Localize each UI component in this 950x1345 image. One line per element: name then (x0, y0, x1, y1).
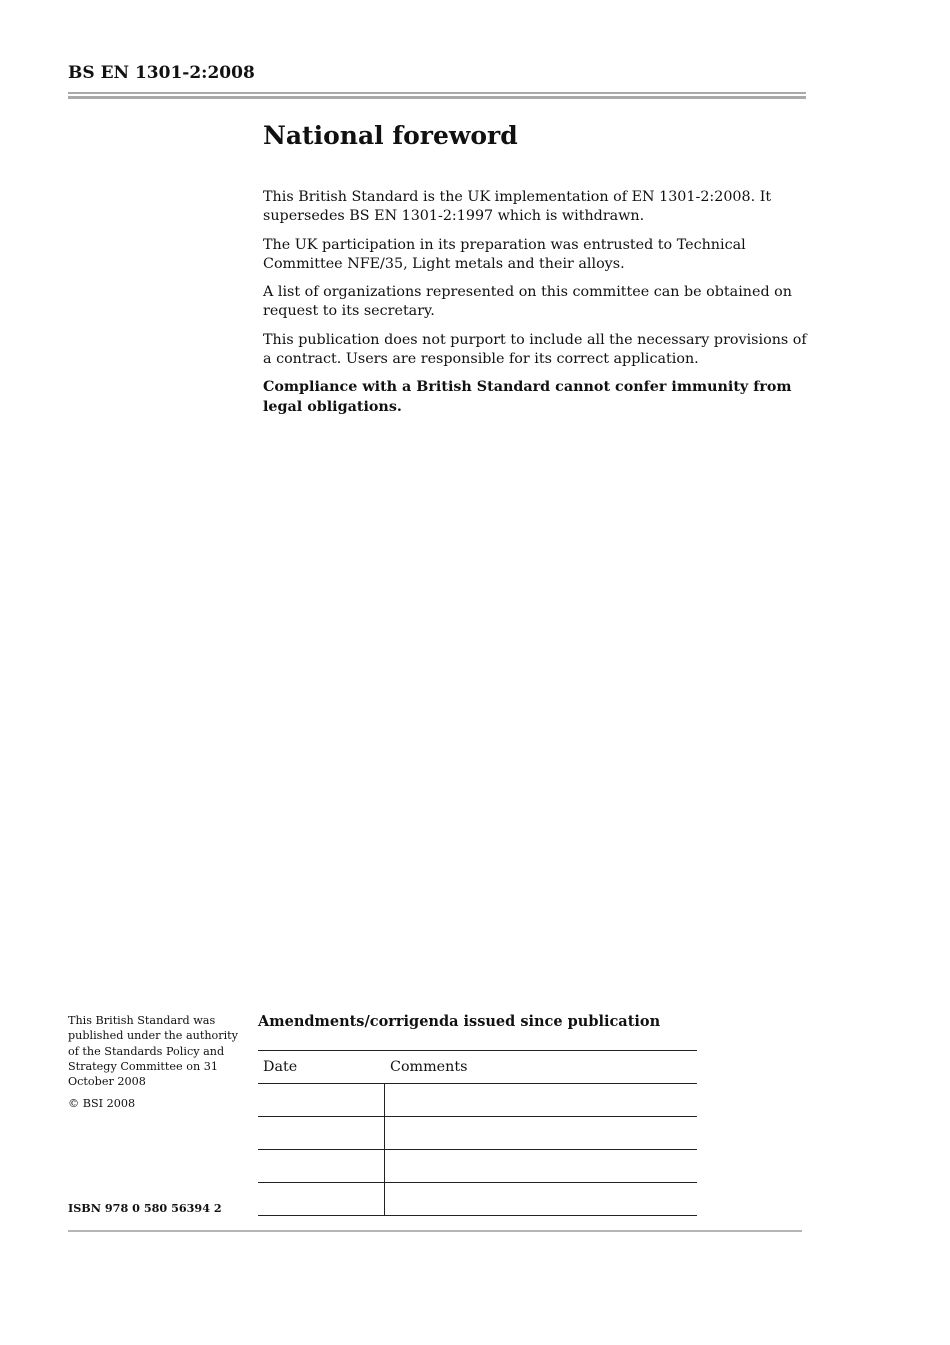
foreword-paragraph: This publication does not purport to include all the necessary provisions of a contract. Users are responsible for its correct application. (263, 331, 807, 368)
table-row (258, 1183, 697, 1216)
comments-cell (384, 1150, 697, 1183)
header-rule-bottom (68, 96, 806, 99)
date-cell (258, 1183, 384, 1216)
comments-cell (384, 1117, 697, 1150)
legal-statement: Compliance with a British Standard cannot confer immunity from legal obligations. (263, 379, 792, 415)
date-cell (258, 1150, 384, 1183)
footer-rule (68, 1230, 802, 1232)
foreword-paragraph: A list of organizations represented on this committee can be obtained on request to its secretary. (263, 284, 792, 320)
date-cell (258, 1117, 384, 1150)
header-rule-top (68, 92, 806, 94)
foreword-paragraph: The UK participation in its preparation was entrusted to Technical Committee NFE/35, Light metals and their alloys. (263, 236, 746, 272)
table-row (258, 1117, 697, 1150)
amendments-table (258, 1050, 697, 1216)
table-row (258, 1150, 697, 1183)
foreword-body (263, 188, 808, 426)
column-header-comments: Comments (384, 1051, 697, 1084)
comments-cell (384, 1084, 697, 1117)
standard-id: BS EN 1301-2:2008 (68, 63, 255, 83)
comments-cell (384, 1183, 697, 1216)
publication-authority-text: This British Standard was published under the authority of the Standards Policy and Strategy Committee on 31 October 2008 (68, 1014, 238, 1089)
date-cell (258, 1084, 384, 1117)
isbn: ISBN 978 0 580 56394 2 (68, 1201, 222, 1215)
copyright-text: © BSI 2008 (68, 1097, 136, 1111)
table-header-row (258, 1051, 697, 1084)
foreword-paragraph: This British Standard is the UK implementation of EN 1301-2:2008. It supersedes BS EN 1301-2:1997 which is withdrawn. (263, 189, 772, 225)
table-row (258, 1084, 697, 1117)
publication-note (68, 1013, 238, 1119)
column-header-date: Date (258, 1051, 384, 1084)
page-title: National foreword (263, 121, 518, 150)
amendments-title: Amendments/corrigenda issued since publication (258, 1013, 661, 1030)
